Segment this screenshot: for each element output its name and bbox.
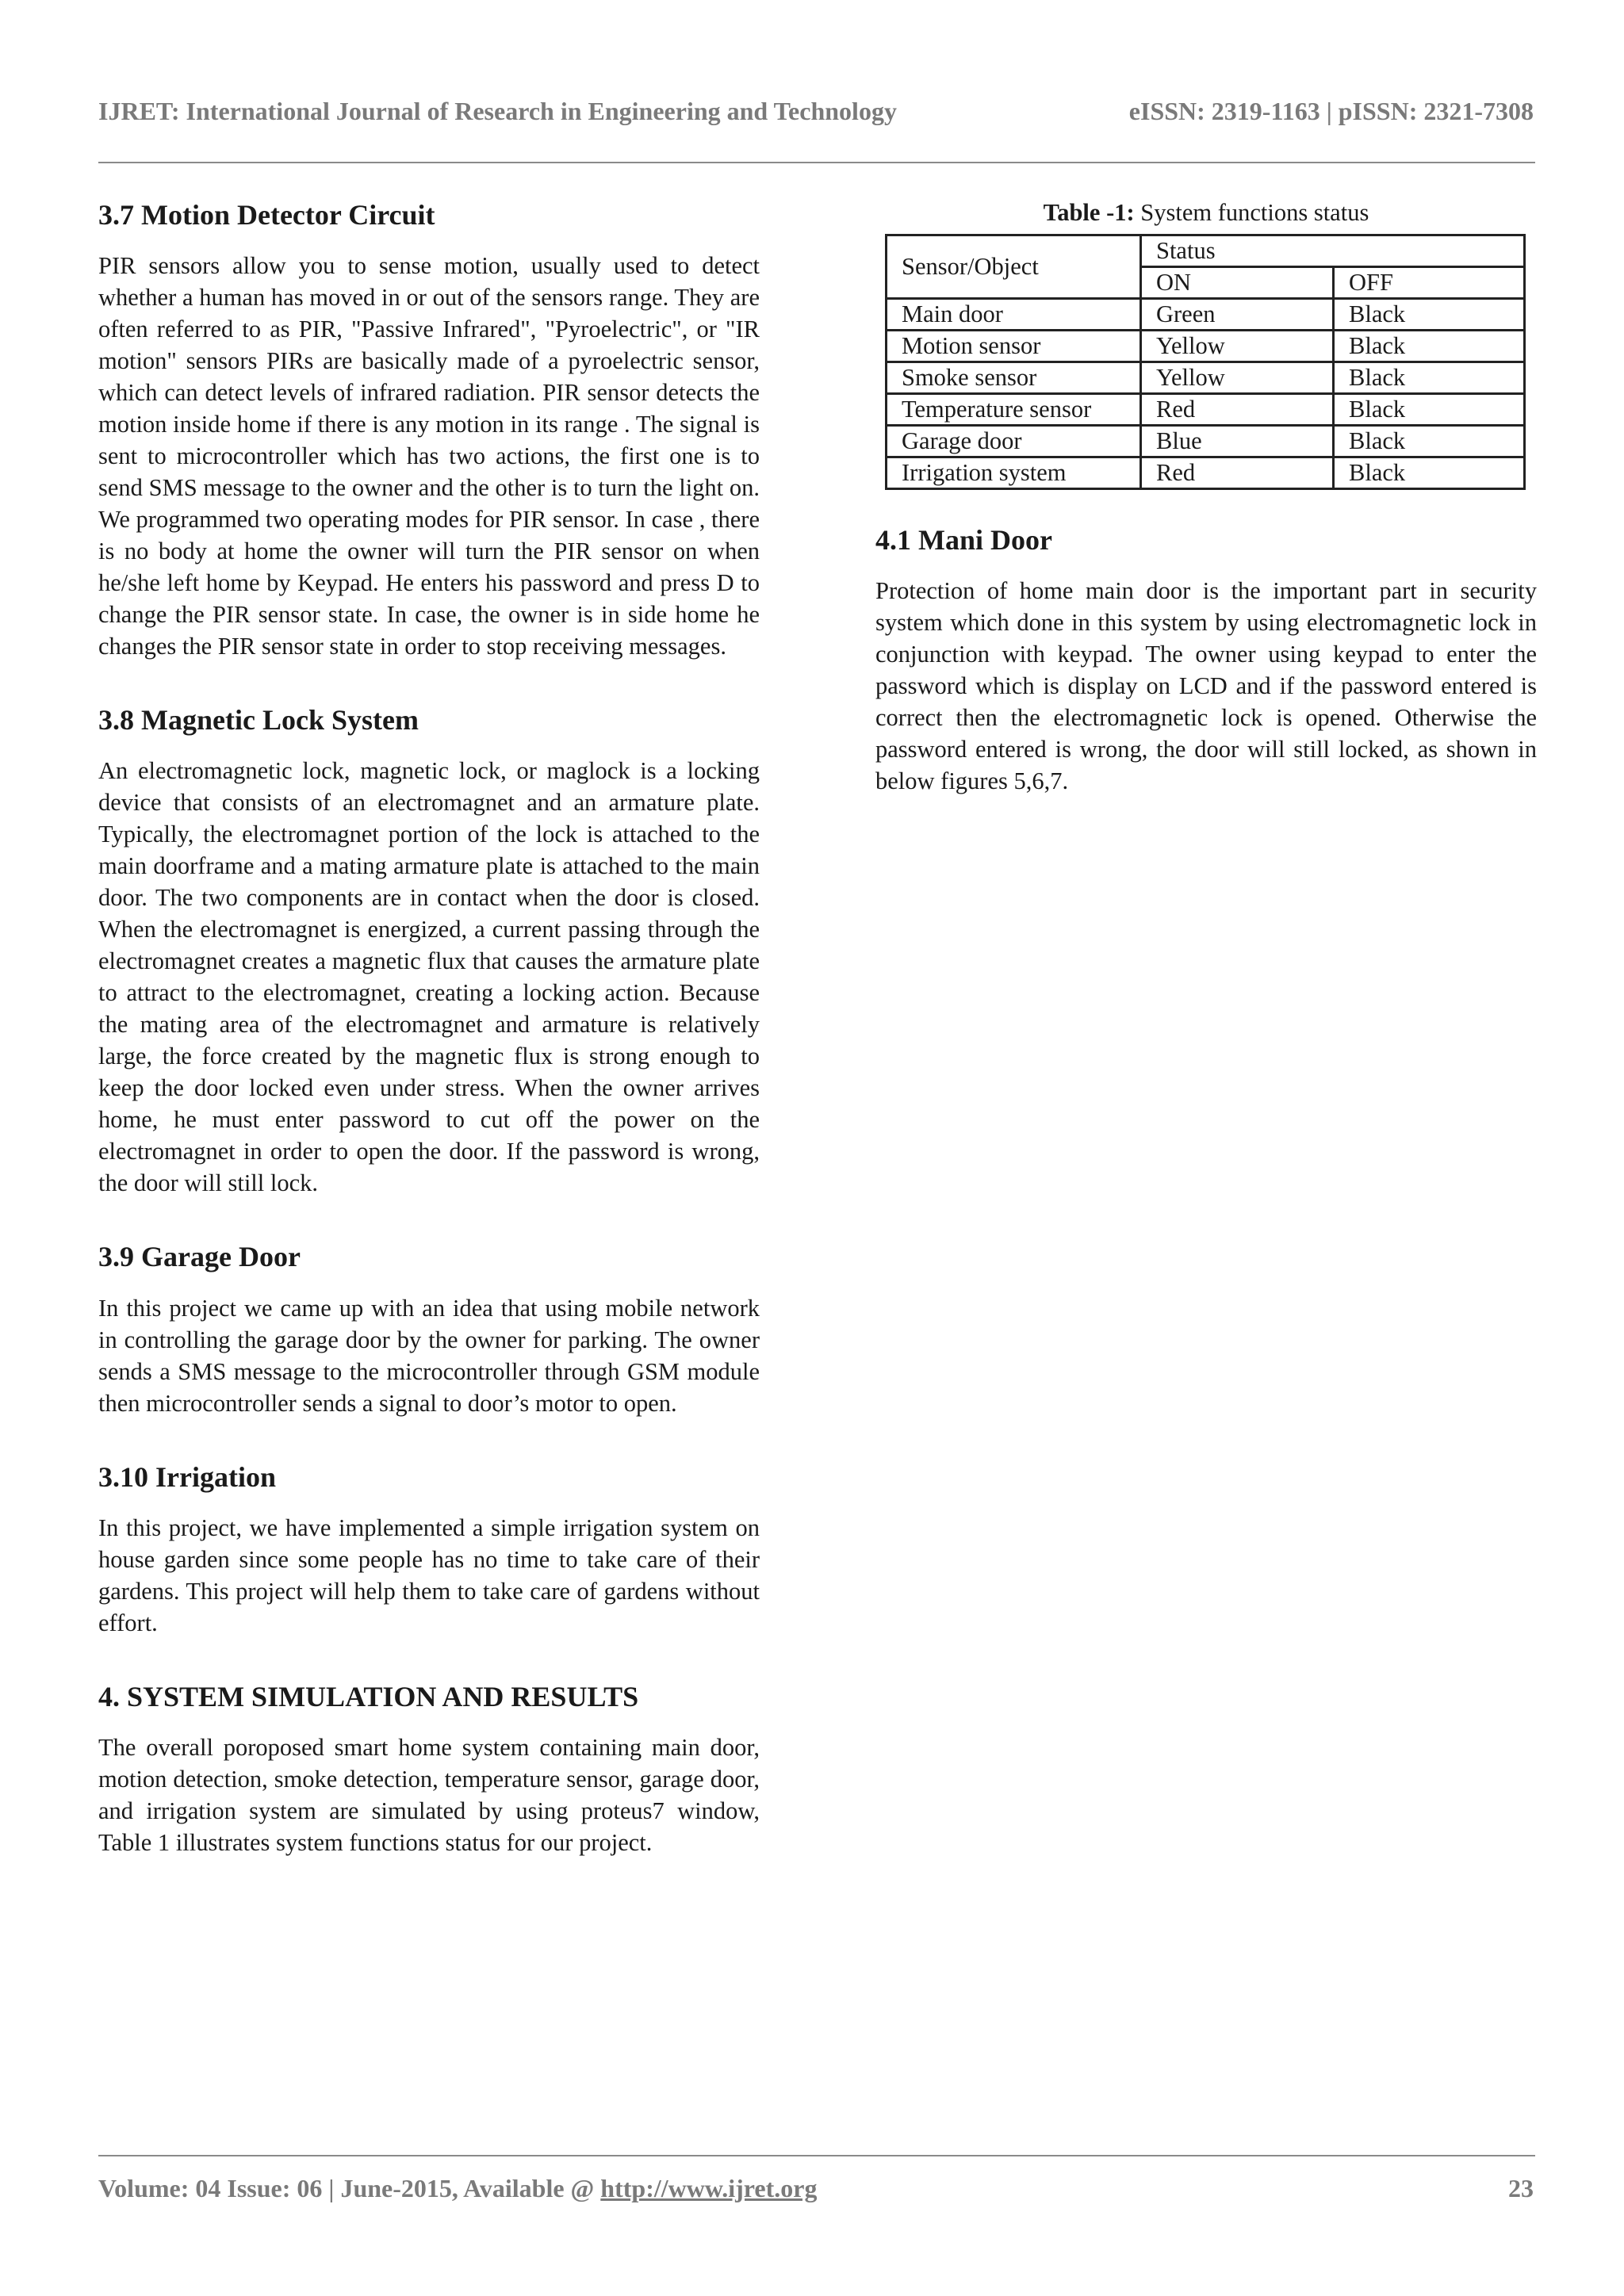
section-heading: 3.7 Motion Detector Circuit [98, 199, 435, 231]
section-heading: 3.9 Garage Door [98, 1241, 301, 1273]
page-number: 23 [1508, 2174, 1534, 2202]
cell-off: Black [1334, 298, 1525, 330]
cell-off: Black [1334, 457, 1525, 488]
section-body: An electromagnetic lock, magnetic lock, or maglock is a locking device that consists of an electromagnet and an armature plate. Typically, the electromagnet portion of the lock is attached to the main doorframe and a mating armature plate is attached to the main door. The two components are in contact when the door is closed. When the electromagnet is energized, a current passing through the electromagnet creates a magnetic flux that causes the armature plate to attract to the electromagnet, creating a locking action. Because the mating area of the electromagnet and armature is relatively large, the force created by the magnetic flux is strong enough to keep the door locked even under stress. When the owner arrives home, he must enter password to cut off the power on the electromagnet in order to open the door. If the password is wrong, the door will still lock. [98, 757, 760, 1197]
cell-off: Black [1334, 393, 1525, 425]
section-4-1 [875, 523, 1537, 797]
table-caption [875, 198, 1537, 228]
cell-object: Motion sensor [887, 330, 1141, 362]
header-rule [98, 162, 1535, 163]
section-heading: 4.1 Mani Door [875, 523, 1052, 556]
cell-object: Main door [887, 298, 1141, 330]
cell-off: Black [1334, 330, 1525, 362]
footer-rule [98, 2155, 1535, 2156]
page-header [98, 97, 1534, 136]
table-row [887, 425, 1525, 457]
table-caption-label: Table -1: [1043, 199, 1135, 226]
section-heading: 3.10 Irrigation [98, 1460, 276, 1493]
cell-object: Temperature sensor [887, 393, 1141, 425]
page-footer [98, 2174, 1534, 2214]
section-3-10 [98, 1460, 760, 1639]
section-body: PIR sensors allow you to sense motion, usually used to detect whether a human has moved in or out of the sensors range. They are often referred to as PIR, "Passive Infrared", "Pyroelectric", or "IR motion" sensors PIRs are basically made of a pyroelectric sensor, which can detect levels of infrared radiation. PIR sensor detects the motion inside home if there is any motion in its range . The signal is sent to microcontroller which has two actions, the first one is to send SMS message to the owner and the other is to turn the light on. We programmed two operating modes for PIR sensor. In case , there is no body at home the owner will turn the PIR sensor on when he/she left home by Keypad. He enters his password and press D to change the PIR sensor state. In case, the owner is in side home he changes the PIR sensor state in order to stop receiving messages. [98, 252, 760, 660]
column-header-on: ON [1141, 266, 1334, 298]
section-body: In this project, we have implemented a simple irrigation system on house garden since some people has no time to take care of their gardens. This project will help them to take care of gardens without effort. [98, 1513, 760, 1636]
table-caption-text: System functions status [1134, 199, 1369, 226]
section-heading: 4. SYSTEM SIMULATION AND RESULTS [98, 1680, 639, 1712]
table-row [887, 298, 1525, 330]
section-3-7 [98, 198, 760, 662]
table-row [887, 457, 1525, 488]
section-3-9 [98, 1240, 760, 1418]
table-row [887, 393, 1525, 425]
journal-link[interactable]: http://www.ijret.org [600, 2174, 818, 2202]
section-3-8 [98, 703, 760, 1199]
cell-on: Yellow [1141, 362, 1334, 393]
footer-prefix: Volume: 04 Issue: 06 | June-2015, Available @ [98, 2174, 601, 2202]
journal-title: IJRET: International Journal of Research in Engineering and Technology [98, 97, 897, 125]
column-header-object: Sensor/Object [887, 235, 1141, 298]
right-column [875, 198, 1537, 838]
footer-volume [98, 2174, 817, 2203]
section-4 [98, 1680, 760, 1858]
cell-on: Green [1141, 298, 1334, 330]
cell-object: Smoke sensor [887, 362, 1141, 393]
cell-off: Black [1334, 425, 1525, 457]
cell-on: Red [1141, 393, 1334, 425]
section-body: The overall poroposed smart home system containing main door, motion detection, smoke detection, temperature sensor, garage door, and irrigation system are simulated by using proteus7 window, Table 1 illustrates system functions status for our project. [98, 1733, 760, 1856]
cell-object: Garage door [887, 425, 1141, 457]
issn-text: eISSN: 2319-1163 | pISSN: 2321-7308 [1128, 97, 1534, 125]
table-row [887, 330, 1525, 362]
table-header-row [887, 235, 1525, 266]
cell-off: Black [1334, 362, 1525, 393]
cell-on: Yellow [1141, 330, 1334, 362]
column-header-off: OFF [1334, 266, 1525, 298]
table-row [887, 362, 1525, 393]
column-header-status: Status [1141, 235, 1525, 266]
cell-on: Red [1141, 457, 1334, 488]
status-table [885, 234, 1526, 490]
section-heading: 3.8 Magnetic Lock System [98, 704, 419, 737]
cell-object: Irrigation system [887, 457, 1141, 488]
section-body: In this project we came up with an idea that using mobile network in controlling the garage door by the owner for parking. The owner sends a SMS message to the microcontroller through GSM module then microcontroller sends a signal to door’s motor to open. [98, 1294, 760, 1417]
cell-on: Blue [1141, 425, 1334, 457]
left-column [98, 198, 760, 1900]
section-body: Protection of home main door is the important part in security system which done in this system by using electromagnetic lock in conjunction with keypad. The owner using keypad to enter the password which is display on LCD and if the password entered is correct then the electromagnetic lock is opened. Otherwise the password entered is wrong, the door will still locked, as shown in below figures 5,6,7. [875, 576, 1537, 794]
